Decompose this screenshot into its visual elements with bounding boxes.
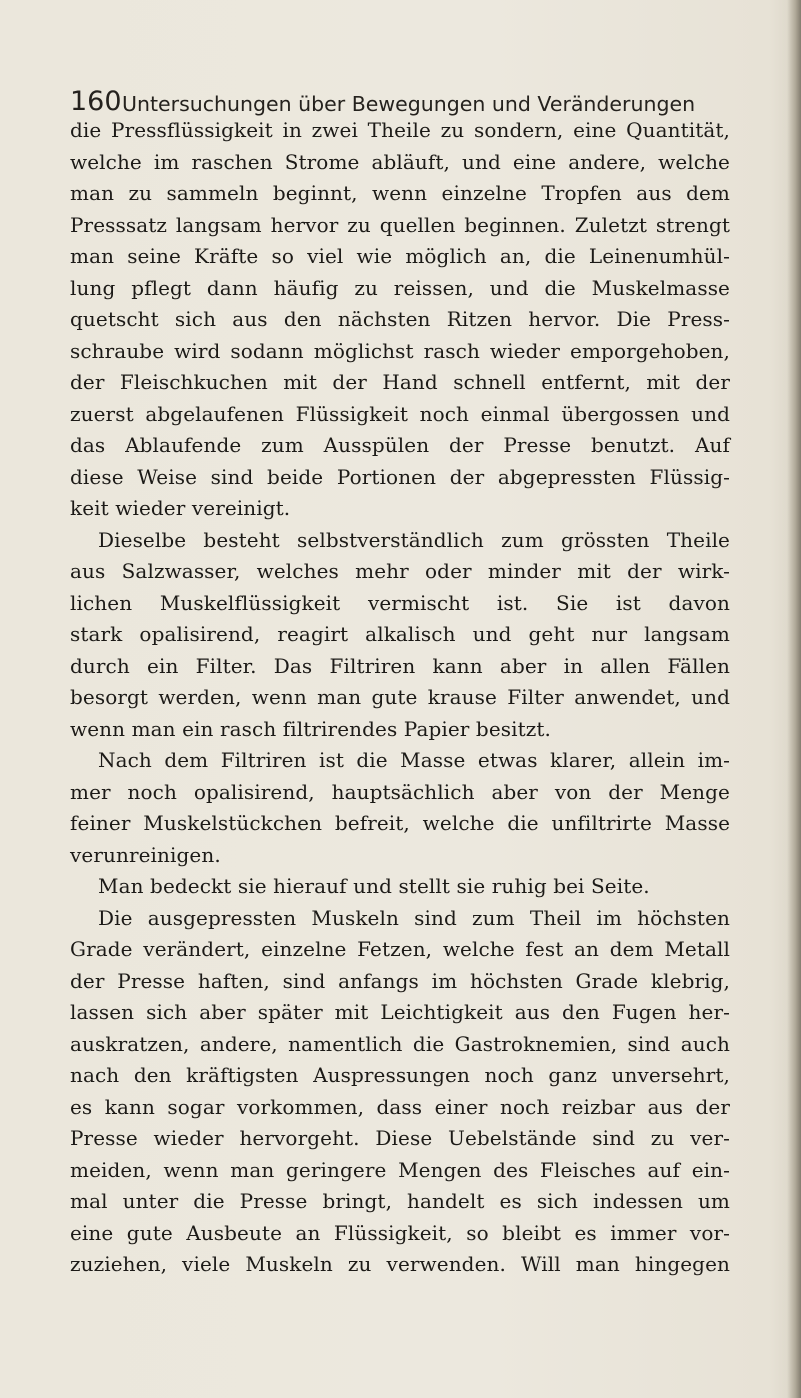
text-line: Die ausgepressten Muskeln sind zum Theil im höchsten <box>98 905 730 930</box>
text-line: quetscht sich aus den nächsten Ritzen hervor. Die Press- <box>70 307 730 331</box>
text-line: mer noch opalisirend, hauptsächlich aber von der Menge <box>70 779 730 804</box>
text-line: es kann sogar vorkommen, dass einer noch reizbar aus der <box>70 1094 730 1119</box>
text-line: wenn man ein rasch filtrirendes Papier besitzt. <box>70 716 551 741</box>
text-line: das Ablaufende zum Ausspülen der Presse benutzt. Auf <box>70 433 730 457</box>
text-line: meiden, wenn man geringere Mengen des Fleisches auf ein- <box>70 1157 730 1182</box>
page-edge-shadow <box>787 0 801 1398</box>
text-line: durch ein Filter. Das Filtriren kann aber in allen Fällen <box>70 653 730 678</box>
text-line: keit wieder vereinigt. <box>70 496 291 520</box>
text-line: nach den kräftigsten Auspressungen noch ganz unversehrt, <box>70 1063 730 1087</box>
text-line: feiner Muskelstückchen befreit, welche die unfiltrirte Masse <box>70 811 730 835</box>
text-line: besorgt werden, wenn man gute krause Filter anwendet, und <box>70 685 730 709</box>
text-line: stark opalisirend, reagirt alkalisch und geht nur langsam <box>70 622 730 646</box>
text-line: zuziehen, viele Muskeln zu verwenden. Will man hingegen <box>70 1252 730 1276</box>
text-line: Man bedeckt sie hierauf und stellt sie ruhig bei Seite. <box>98 874 650 898</box>
text-line: lassen sich aber später mit Leichtigkeit aus den Fugen her- <box>70 1000 730 1024</box>
text-line: die Pressflüssigkeit in zwei Theile zu sondern, eine Quantität, <box>70 118 730 142</box>
text-line: diese Weise sind beide Portionen der abgepressten Flüssig- <box>70 464 730 489</box>
running-head: Untersuchungen über Bewegungen und Veränderungen <box>122 92 696 116</box>
body-text <box>70 115 730 1281</box>
text-line: der Presse haften, sind anfangs im höchsten Grade klebrig, <box>70 968 730 993</box>
page-number: 160 <box>70 86 122 117</box>
text-line: eine gute Ausbeute an Flüssigkeit, so bleibt es immer vor- <box>70 1220 730 1245</box>
text-line: lung pflegt dann häufig zu reissen, und die Muskelmasse <box>70 275 730 300</box>
text-line: Nach dem Filtriren ist die Masse etwas klarer, allein im- <box>98 748 730 772</box>
text-line: Presssatz langsam hervor zu quellen beginnen. Zuletzt strengt <box>70 212 730 237</box>
text-line: verunreinigen. <box>70 842 221 867</box>
text-line: mal unter die Presse bringt, handelt es sich indessen um <box>70 1189 730 1213</box>
text-line: der Fleischkuchen mit der Hand schnell entfernt, mit der <box>70 370 730 394</box>
text-line: Dieselbe besteht selbstverständlich zum grössten Theile <box>98 527 730 552</box>
text-line: man zu sammeln beginnt, wenn einzelne Tropfen aus dem <box>70 181 730 205</box>
text-line: man seine Kräfte so viel wie möglich an, die Leinenumhül- <box>70 244 730 268</box>
text-line: auskratzen, andere, namentlich die Gastroknemien, sind auch <box>70 1031 730 1056</box>
text-line: Presse wieder hervorgeht. Diese Uebelstände sind zu ver- <box>70 1126 730 1150</box>
text-line: aus Salzwasser, welches mehr oder minder mit der wirk- <box>70 559 730 583</box>
text-line: zuerst abgelaufenen Flüssigkeit noch einmal übergossen und <box>70 401 730 426</box>
text-line: welche im raschen Strome abläuft, und eine andere, welche <box>70 149 730 174</box>
text-line: lichen Muskelflüssigkeit vermischt ist. Sie ist davon <box>70 590 730 615</box>
text-line: Grade verändert, einzelne Fetzen, welche fest an dem Metall <box>70 937 730 961</box>
text-line: schraube wird sodann möglichst rasch wieder emporgehoben, <box>70 338 730 363</box>
